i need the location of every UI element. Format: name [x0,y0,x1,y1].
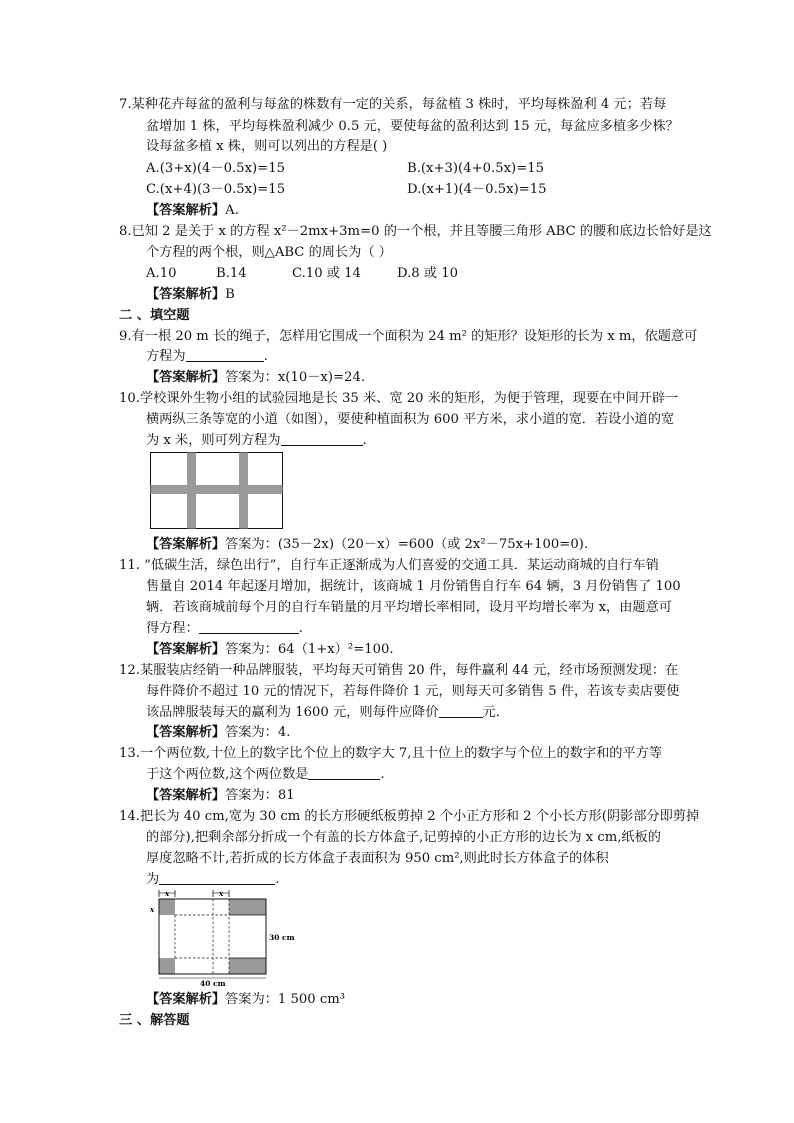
q13-answer [146,786,295,806]
q12-answer [146,723,290,743]
q11-line4 [146,619,303,639]
q10-line2: 横两纵三条等宽的小道（如图），要使种植面积为 600 平方米，求小道的宽．若设小道的宽 [146,412,675,427]
q13-line2-text: 于这个两位数,这个两位数是 [146,767,309,782]
cut-rect-bottom-right [229,958,266,974]
q12-line1: 12.某服装店经销一种品牌服装，平均每天可销售 20 件，每件赢利 44 元，经市场预测发现：在 [119,663,679,678]
q8-option-b: B.14 [216,266,247,281]
q12-line3-end: 元． [482,705,509,720]
q9-answer [146,368,365,388]
answer-label: 【答案解析】 [146,788,226,803]
cardboard-net-figure [145,887,325,987]
q14-line1: 14.把长为 40 cm,宽为 30 cm 的长方形硬纸板剪掉 2 个小正方形和 2 个小长方形(阴影部分即剪掉 [119,809,700,824]
q14-line4-end: . [275,872,280,887]
answer-text: A. [225,203,239,218]
q11-line4-end: . [298,621,303,636]
answer-text: 答案为：4. [225,725,291,740]
label-x-top-right: x [219,889,224,898]
q11-line2: 售量自 2014 年起逐月增加，据统计，该商城 1 月份销售自行车 64 辆，3 月份销售了 100 [146,579,681,594]
q7-line1: 7.某种花卉每盆的盈利与每盆的株数有一定的关系，每盆植 3 株时，平均每株盈利 4 元；若每 [119,97,667,112]
answer-blank [199,619,299,634]
cut-rect-top-right [229,899,266,915]
answer-label: 【答案解析】 [146,287,226,302]
answer-label: 【答案解析】 [146,537,226,552]
cut-square-bottom-left [159,958,175,974]
section-solve-heading: 三 、解答题 [119,1013,190,1028]
q7-option-a: A.(3+x)(4－0.5x)=15 [146,161,285,176]
vertical-path-right [239,453,248,529]
q12-line2: 每件降价不超过 10 元的情况下，若每件降价 1 元，则每天可多销售 5 件，若该专卖店要使 [146,684,680,699]
answer-label: 【答案解析】 [146,992,226,1007]
answer-text: B [225,287,235,302]
q9-line2-text: 方程为 [146,349,186,364]
q10-line3-text: 为 x 米，则可列方程为 [146,433,281,448]
q7-option-c: C.(x+4)(3－0.5x)=15 [146,182,286,197]
answer-text: 答案为：64（1+x）²=100. [225,642,394,657]
answer-blank [308,765,380,780]
q14-line2: 的部分),把剩余部分折成一个有盖的长方体盒子,记剪掉的小正方形的边长为 x cm,纸板的 [146,830,661,845]
answer-label: 【答案解析】 [146,370,226,385]
q9-line1: 9.有一根 20 m 长的绳子，怎样用它围成一个面积为 24 m² 的矩形？设矩形的长为 x m，依题意可 [119,329,698,344]
label-x-side: x [150,905,155,914]
q14-line4-text: 为 [146,872,160,887]
q12-line3-text: 该品牌服装每天的赢利为 1600 元，则每件应降价 [146,705,439,720]
answer-blank [159,870,275,885]
section-fill-in-blank-heading: 二 、填空题 [119,308,190,323]
horizontal-path [151,485,283,494]
answer-blank [439,703,483,718]
q7-line3: 设每盆多植 x 株，则可以列出的方程是( ) [146,139,388,154]
q14-answer [146,990,345,1010]
answer-text: 答案为：1 500 cm³ [225,992,345,1007]
answer-blank [281,431,363,446]
q8-option-d: D.8 或 10 [397,266,459,281]
q10-line3 [146,431,367,451]
answer-text: 答案为：81 [225,788,295,803]
cut-square-top-left [159,899,175,915]
q8-line2: 个方程的两个根，则△ABC 的周长为（ ） [146,245,392,260]
q8-option-c: C.10 或 14 [292,266,361,281]
answer-text: 答案为：x(10－x)=24. [225,370,366,385]
q11-answer [146,640,394,660]
answer-label: 【答案解析】 [146,203,226,218]
q8-line1: 8.已知 2 是关于 x 的方程 x²－2mx+3m=0 的一个根，并且等腰三角形 ABC 的腰和底边长恰好是这 [119,224,712,239]
q9-line2-end: . [263,349,268,364]
q7-line2: 盆增加 1 株，平均每株盈利减少 0.5 元，要使每盆的盈利达到 15 元，每盆应多植多少株？ [146,119,679,134]
label-x-top-left: x [165,889,170,898]
q11-line1: 11. “低碳生活，绿色出行”，自行车正逐渐成为人们喜爱的交通工具．某运动商城的自行车销 [119,558,659,573]
vertical-path-left [187,453,196,529]
q8-option-a: A.10 [146,266,177,281]
q13-line2 [146,765,385,785]
answer-label: 【答案解析】 [146,725,226,740]
q7-answer [146,201,239,221]
garden-paths-figure [150,452,284,530]
q9-line2 [146,347,268,367]
q8-answer [146,285,235,305]
answer-text: 答案为：(35－2x)（20－x）=600（或 2x²－75x+100=0). [225,537,589,552]
answer-label: 【答案解析】 [146,642,226,657]
q7-option-d: D.(x+1)(4－0.5x)=15 [407,182,547,197]
q10-line1: 10.学校课外生物小组的试验园地是长 35 米、宽 20 米的矩形，为便于管理，现要在中间开辟一 [119,391,679,406]
q13-line1: 13.一个两位数,十位上的数字比个位上的数字大 7,且十位上的数字与个位上的数字和的平方等 [119,746,663,761]
q7-option-b: B.(x+3)(4+0.5x)=15 [407,161,545,176]
q10-line3-end: . [362,433,367,448]
label-width: 40 cm [200,979,226,987]
q11-line4-text: 得方程： [146,621,199,636]
label-height: 30 cm [269,933,295,942]
answer-blank [186,347,264,362]
q14-line3: 厚度忽略不计,若折成的长方体盒子表面积为 950 cm²,则此时长方体盒子的体积 [146,851,609,866]
q13-line2-end: . [380,767,385,782]
q12-line3 [146,703,509,723]
q10-answer [146,535,588,555]
q11-line3: 辆．若该商城前每个月的自行车销量的月平均增长率相同，设月平均增长率为 x，由题意可 [146,600,672,615]
